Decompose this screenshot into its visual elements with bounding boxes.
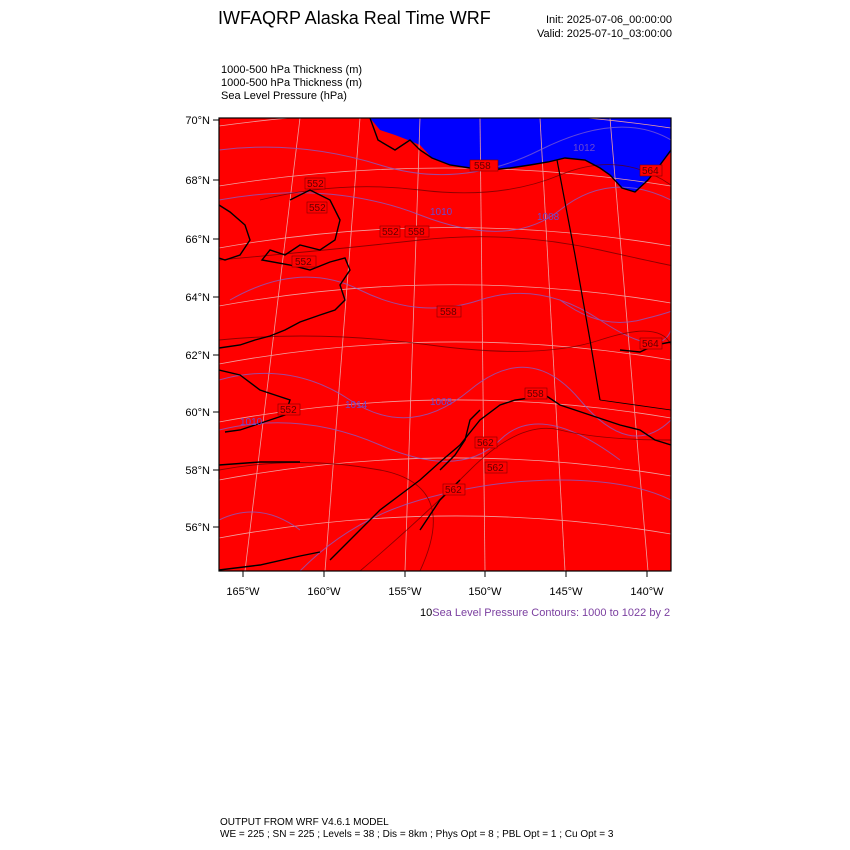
lon-tick-label: 165°W <box>226 586 260 598</box>
thickness-label <box>485 462 507 474</box>
thickness-label-text: 558 <box>527 389 544 400</box>
thickness-label-text: 552 <box>280 405 297 416</box>
field-label: 1000-500 hPa Thickness (m) <box>221 77 363 89</box>
thickness-label <box>640 338 662 350</box>
thickness-label-text: 562 <box>487 463 504 474</box>
thickness-label-text: 564 <box>642 166 659 177</box>
thickness-label <box>278 404 300 416</box>
thickness-label-text: 558 <box>474 161 491 172</box>
slp-label: 1012 <box>573 143 596 154</box>
lon-tick-label: 155°W <box>388 586 422 598</box>
lat-tick-label: 66°N <box>185 234 210 246</box>
thickness-label <box>525 388 547 400</box>
thickness-label-text: 564 <box>642 339 659 350</box>
lon-tick-label: 160°W <box>307 586 341 598</box>
footer-line-1: OUTPUT FROM WRF V4.6.1 MODEL <box>220 817 389 828</box>
thickness-label-text: 552 <box>309 203 326 214</box>
thickness-label <box>640 165 662 177</box>
field-label: 1000-500 hPa Thickness (m) <box>221 64 363 76</box>
slp-label: 1008 <box>537 212 560 223</box>
map-plot-area <box>219 111 674 571</box>
thickness-label-text: 552 <box>382 227 399 238</box>
field-label: Sea Level Pressure (hPa) <box>221 90 347 102</box>
valid-time: Valid: 2025-07-10_03:00:00 <box>537 28 672 40</box>
model-footer <box>220 817 613 841</box>
thickness-label <box>437 306 461 318</box>
slp-label: 1010 <box>430 207 453 218</box>
thickness-label <box>305 178 325 190</box>
thickness-label <box>380 226 400 238</box>
thickness-label <box>405 226 429 238</box>
contour-note <box>420 607 670 619</box>
map-title: IWFAQRP Alaska Real Time WRF <box>218 8 491 28</box>
contour-note-text: Sea Level Pressure Contours: 1000 to 1022 by 2 <box>432 607 671 619</box>
lat-tick-label: 62°N <box>185 350 210 362</box>
thickness-label-text: 558 <box>408 227 425 238</box>
thickness-label-text: 552 <box>307 179 324 190</box>
init-time: Init: 2025-07-06_00:00:00 <box>546 14 672 26</box>
thickness-label-text: 552 <box>295 257 312 268</box>
lat-tick-label: 60°N <box>185 407 210 419</box>
lon-tick-label: 140°W <box>630 586 664 598</box>
lat-tick-label: 70°N <box>185 115 210 127</box>
lat-tick-label: 68°N <box>185 175 210 187</box>
lat-tick-label: 58°N <box>185 465 210 477</box>
lon-tick-label: 145°W <box>549 586 583 598</box>
thickness-label-text: 558 <box>440 307 457 318</box>
slp-label: 1010 <box>240 417 263 428</box>
lon-tick-label: 150°W <box>468 586 502 598</box>
footer-line-2: WE = 225 ; SN = 225 ; Levels = 38 ; Dis = 8km ; Phys Opt = 8 ; PBL Opt = 1 ; Cu Opt = 3 <box>220 829 614 840</box>
lat-tick-label: 64°N <box>185 292 210 304</box>
thickness-label-text: 562 <box>445 485 462 496</box>
thickness-label <box>443 484 465 496</box>
thickness-label-text: 562 <box>477 438 494 449</box>
thickness-label <box>292 256 316 268</box>
thickness-label <box>475 437 497 449</box>
thickness-label <box>307 202 327 214</box>
thickness-label <box>470 160 498 172</box>
contour-note-lead: 10 <box>420 607 433 619</box>
thickness-fill-low <box>219 118 671 571</box>
slp-label: 1014 <box>345 400 368 411</box>
lat-tick-label: 56°N <box>185 522 210 534</box>
slp-label: 1008 <box>430 397 453 408</box>
